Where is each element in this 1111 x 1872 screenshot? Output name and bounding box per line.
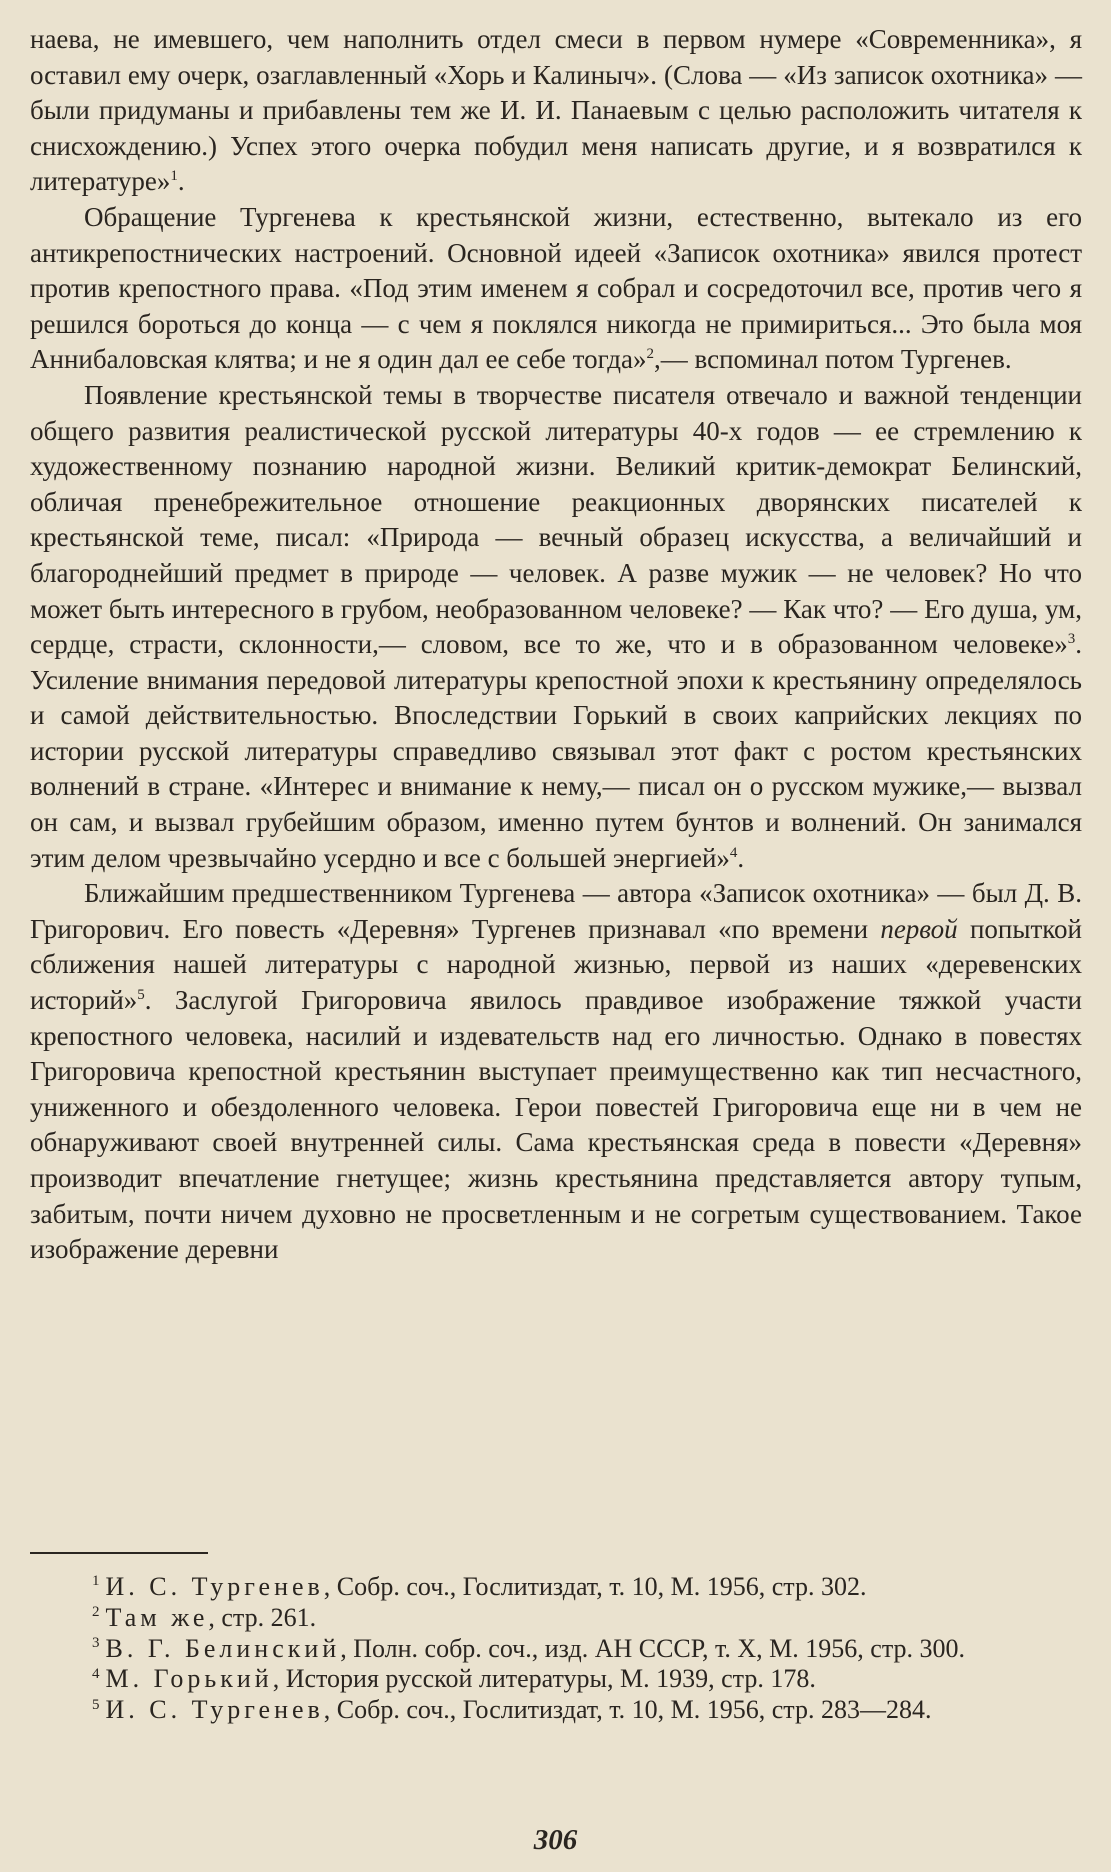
paragraph-4-emphasis: первой bbox=[880, 913, 958, 944]
footnote-number: 5 bbox=[92, 1696, 100, 1713]
footnote-text: , Собр. соч., Гослитиздат, т. 10, М. 1956, стр. 302. bbox=[323, 1572, 867, 1601]
paragraph-2-text: Обращение Тургенева к крестьянской жизни, естественно, вытекало из его антикрепостнических настроений. Основной идеей «Записок охотника» явился протест против крепостного права. «Под этим именем я собрал и сосредоточил все, против чего я решился бороться до конца — с чем я поклялся никогда не примириться... Это была моя Аннибаловская клятва; и не я один дал ее себе тогда» bbox=[30, 201, 1082, 375]
paragraph-1 bbox=[30, 22, 1082, 200]
paragraph-1-tail: . bbox=[177, 166, 185, 197]
footnote-author: М. Горький bbox=[105, 1664, 273, 1694]
footnote-4 bbox=[30, 1664, 1082, 1695]
footnote-text: , стр. 261. bbox=[208, 1602, 317, 1632]
paragraph-4-text-c: . Заслугой Григоровича явилось правдивое изображение тяжкой участи крепостного человека, насилий и издевательств над его личностью. Однако в повестях Григоровича крепостной крестьянин выступает преимущественно как тип несчастного, униженного и обездоленного человека. Герои повестей Григоровича еще ни в чем не обнаруживают своей внутренней силы. Сама крестьянская среда в повести «Деревня» производит впечатление гнетущее; жизнь крестьянина представляется автору тупым, забитым, почти ничем духовно не просветленным и не согретым существованием. Такое изображение деревни bbox=[30, 985, 1082, 1265]
footnote-ref-3[interactable]: 3 bbox=[1067, 631, 1076, 648]
footnote-number: 4 bbox=[92, 1665, 100, 1682]
paragraph-4 bbox=[30, 876, 1082, 1268]
footnote-text: , Полн. собр. соч., изд. АН СССР, т. X, М. 1956, стр. 300. bbox=[340, 1633, 966, 1663]
paragraph-2-tail: ,— вспоминал потом Тургенев. bbox=[654, 344, 1012, 375]
footnote-ref-4[interactable]: 4 bbox=[729, 844, 738, 861]
footnote-ref-5[interactable]: 5 bbox=[137, 987, 145, 1004]
paragraph-4-text-b: попыткой сближения нашей литературы с народной жизнью, первой из наших «деревенских историй» bbox=[30, 913, 1082, 1016]
footnote-ref-2[interactable]: 2 bbox=[646, 346, 655, 363]
footnote-1 bbox=[30, 1572, 1082, 1603]
footnote-author: Там же bbox=[105, 1602, 209, 1632]
paragraph-3 bbox=[30, 378, 1082, 876]
footnote-3 bbox=[30, 1634, 1082, 1665]
footnote-2 bbox=[30, 1603, 1082, 1634]
footnote-ref-1[interactable]: 1 bbox=[170, 168, 178, 185]
footnote-number: 2 bbox=[92, 1604, 100, 1621]
paragraph-3-middle: . Усиление внимания передовой литературы крепостной эпохи к крестьянину определялось и самой действительностью. Впоследствии Горький в своих каприйских лекциях по истории русской литературы справедливо связывал этот факт с ростом крестьянских волнений в стране. «Интерес и внимание к нему,— писал он о русском мужике,— вызвал он сам, и вызвал грубейшим образом, именно путем бунтов и волнений. Он занимался этим делом чрезвычайно усердно и все с большей энергией» bbox=[30, 629, 1082, 873]
footnote-author: И. С. Тургенев bbox=[105, 1695, 324, 1725]
paragraph-2 bbox=[30, 200, 1082, 378]
footnote-text: , Собр. соч., Гослитиздат, т. 10, М. 1956, стр. 283—284. bbox=[323, 1695, 932, 1725]
footnote-author: В. Г. Белинский bbox=[105, 1633, 341, 1663]
paragraph-4-text-a: Ближайшим предшественником Тургенева — автора «Записок охотника» — был Д. В. Григорович. Его повесть «Деревня» Тургенев признавал «по времени bbox=[30, 878, 1082, 944]
footnote-divider bbox=[30, 1552, 208, 1554]
footnote-number: 3 bbox=[92, 1634, 100, 1651]
paragraph-1-text: наева, не имевшего, чем наполнить отдел смеси в первом нумере «Современника», я оставил ему очерк, озаглавленный «Хорь и Калиныч». (Слова — «Из записок охотника» — были придуманы и прибавлены тем же И. И. Панаевым с целью расположить читателя к снисхождению.) Успех этого очерка побудил меня написать другие, и я возвратился к литературе» bbox=[30, 24, 1082, 197]
main-text bbox=[30, 22, 1082, 1268]
page-number: 306 bbox=[533, 1824, 578, 1856]
footnote-text: , История русской литературы, М. 1939, стр. 178. bbox=[272, 1664, 816, 1694]
footnotes bbox=[30, 1572, 1082, 1726]
footnote-number: 1 bbox=[92, 1573, 100, 1590]
paragraph-3-tail: . bbox=[737, 842, 745, 873]
paragraph-3-text: Появление крестьянской темы в творчестве писателя отвечало и важной тенденции общего развития реалистической русской литературы 40-х годов — ее стремлению к художественному познанию народной жизни. Великий критик-демократ Белинский, обличая пренебрежительное отношение реакционных дворянских писателей к крестьянской теме, писал: «Природа — вечный образец искусства, а величайший и благороднейший предмет в природе — человек. А разве мужик — не человек? Но что может быть интересного в грубом, необразованном человеке? — Как что? — Его душа, ум, сердце, страсти, склонности,— словом, все то же, что и в образованном человеке» bbox=[30, 379, 1082, 660]
footnote-author: И. С. Тургенев bbox=[105, 1572, 324, 1601]
footnote-5 bbox=[30, 1695, 1082, 1726]
